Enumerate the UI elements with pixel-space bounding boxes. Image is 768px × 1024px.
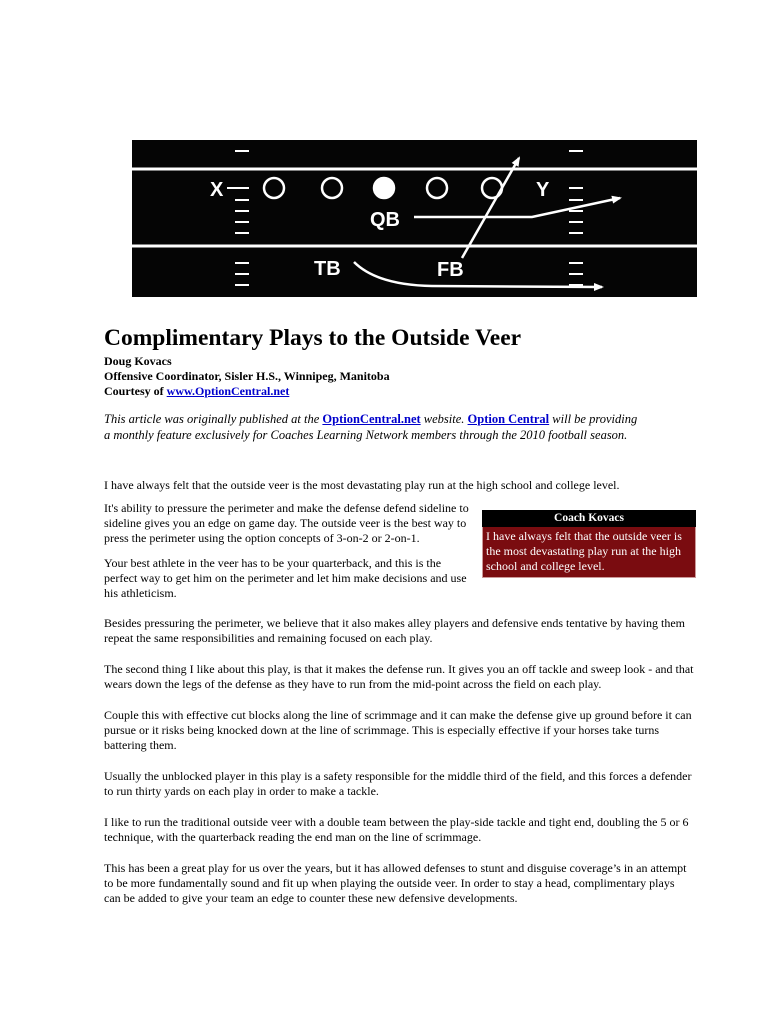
article — [104, 322, 694, 906]
intro-text-3: will be providing — [552, 412, 638, 426]
hash-marks-left — [235, 151, 249, 285]
label-fullback: FB — [437, 259, 464, 281]
lineman-right-guard — [427, 178, 447, 198]
label-tailback: TB — [314, 258, 341, 280]
lineman-center — [374, 178, 394, 198]
paragraph: I like to run the traditional outside veer with a double team between the play-side tackle and tight end, doubling the 5 or 6 technique, with the quarterback reading the end man on the line of scrimmage. — [104, 815, 689, 844]
paragraph: It's ability to pressure the perimeter and make the defense defend sideline to sideline gives you an edge on game day. The outside veer is the best way to press the perimeter using the option concepts of 3-on-2 or 2-on-1. — [104, 501, 469, 545]
article-title: Complimentary Plays to the Outside Veer — [104, 325, 522, 351]
label-y-receiver: Y — [536, 179, 550, 201]
courtesy-line — [104, 384, 694, 399]
sidebar-callout — [482, 510, 696, 578]
paragraph: Couple this with effective cut blocks along the line of scrimmage and it can make the defense give up ground before it can pursue or it risks being knocked down at the line of scrimmage. This is especially effective if your horses take turns battering them. — [104, 708, 692, 752]
route-quarterback — [414, 198, 620, 217]
optioncentral-link[interactable]: OptionCentral.net — [322, 412, 421, 426]
courtesy-link[interactable]: www.OptionCentral.net — [166, 384, 290, 398]
intro-text-2: website. — [423, 412, 465, 426]
label-quarterback: QB — [370, 209, 400, 231]
hash-marks-right — [569, 151, 583, 285]
author-position: Offensive Coordinator, Sisler H.S., Winnipeg, Manitoba — [104, 369, 390, 383]
paragraph-group-with-sidebar — [104, 501, 694, 601]
paragraph: I have always felt that the outside veer is the most devastating play run at the high school and college level. — [104, 478, 620, 492]
sidebar-quote: I have always felt that the outside veer is the most devastating play run at the high school and college level. — [482, 527, 696, 578]
sidebar-header: Coach Kovacs — [482, 510, 696, 527]
play-diagram — [132, 140, 697, 297]
option-central-link[interactable]: Option Central — [467, 412, 550, 426]
intro-text-4: a monthly feature exclusively for Coaches Learning Network members through the 2010 football season. — [104, 428, 628, 442]
courtesy-prefix: Courtesy of — [104, 384, 164, 398]
paragraph: Besides pressuring the perimeter, we believe that it also makes alley players and defensive ends tentative by having them repeat the same responsibilities and remaining focused on each play. — [104, 616, 686, 645]
lineman-left-tackle — [264, 178, 284, 198]
route-fullback — [462, 158, 519, 258]
intro-note — [104, 411, 694, 443]
play-diagram-svg — [132, 140, 697, 297]
paragraph: Your best athlete in the veer has to be your quarterback, and this is the perfect way to get him on the perimeter and let him make decisions and use his athleticism. — [104, 556, 467, 600]
route-tailback — [354, 262, 602, 287]
paragraph: The second thing I like about this play, is that it makes the defense run. It gives you an off tackle and sweep look - and that wears down the legs of the defense as they have to run from the mid-point across the field on each play. — [104, 662, 694, 691]
lineman-left-guard — [322, 178, 342, 198]
author-name: Doug Kovacs — [104, 354, 172, 368]
label-x-receiver: X — [210, 179, 224, 201]
paragraph: This has been a great play for us over the years, but it has allowed defenses to stunt and disguise coverage’s in an attempt to be more fundamentally sound and fit up when playing the outside veer. In order to stay a head, complimentary plays can be added to give your team an edge to counter these new defensive developments. — [104, 861, 687, 905]
paragraph: Usually the unblocked player in this play is a safety responsible for the middle third of the field, and this forces a defender to run thirty yards on each play in order to make a tackle. — [104, 769, 692, 798]
intro-text-1: This article was originally published at the — [104, 412, 320, 426]
